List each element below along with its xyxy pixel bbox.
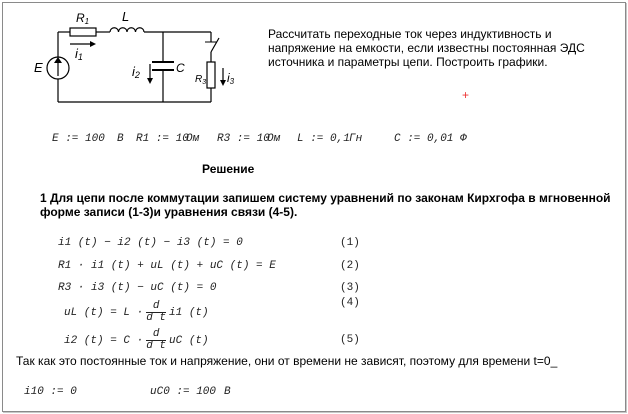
equation-number-4: (4) bbox=[340, 297, 360, 309]
label-i3: i3 bbox=[227, 71, 235, 86]
initial-i10[interactable]: i10 := 0 bbox=[24, 386, 77, 398]
resistor-r3-symbol bbox=[207, 62, 215, 88]
equation-5[interactable] bbox=[64, 329, 209, 352]
circuit-diagram bbox=[28, 6, 260, 110]
label-l: L bbox=[122, 9, 130, 24]
param-l[interactable]: L := 0,1 bbox=[297, 133, 350, 145]
cursor-crosshair-icon: + bbox=[462, 88, 470, 102]
equation-5-right: uC (t) bbox=[169, 334, 209, 347]
derivative-denominator: d t bbox=[146, 340, 167, 352]
equation-number-2: (2) bbox=[340, 260, 360, 272]
equation-3[interactable]: R3 · i3 (t) − uC (t) = 0 bbox=[58, 282, 217, 294]
label-c: C bbox=[176, 61, 185, 75]
label-r1: R1 bbox=[76, 11, 90, 26]
param-e[interactable]: E := 100 bbox=[52, 133, 105, 145]
note-paragraph: Так как это постоянные ток и напряжение, они от времени не зависят, поэтому для времени t=0_ bbox=[16, 354, 558, 368]
equation-4-right: i1 (t) bbox=[169, 306, 209, 319]
param-l-unit: Гн bbox=[349, 133, 363, 145]
param-e-unit: B bbox=[117, 133, 124, 145]
param-r1[interactable]: R1 := 10 bbox=[136, 133, 189, 145]
equation-number-3: (3) bbox=[340, 282, 360, 294]
derivative-numerator: d bbox=[152, 328, 160, 340]
label-e: E bbox=[34, 60, 43, 75]
initial-uc0-unit: B bbox=[224, 386, 231, 398]
task-description: Рассчитать переходные ток через индуктивность и напряжение на емкости, если известны постоянная ЭДС источника и параметры цепи. Построить графики. bbox=[268, 27, 585, 69]
label-r3: $R_3$ bbox=[195, 74, 207, 86]
param-r1-unit: Ом bbox=[186, 133, 200, 145]
inductor-symbol bbox=[110, 28, 144, 32]
equation-number-5: (5) bbox=[340, 334, 360, 346]
param-r3[interactable]: R3 := 10 bbox=[217, 133, 270, 145]
equation-1[interactable]: i1 (t) − i2 (t) − i3 (t) = 0 bbox=[58, 237, 243, 249]
derivative-operator bbox=[146, 301, 166, 324]
resistor-r1-symbol bbox=[70, 28, 96, 36]
param-c-unit: Ф bbox=[460, 133, 467, 145]
equation-number-1: (1) bbox=[340, 237, 360, 249]
intro-paragraph: 1 Для цепи после коммутации запишем систему уравнений по законам Кирхгофа в мгновенной форме записи (1-3)и уравнения связи (4-5). bbox=[40, 191, 611, 219]
derivative-numerator: d bbox=[152, 300, 160, 312]
derivative-denominator: d t bbox=[146, 312, 167, 324]
equation-4-left: uL (t) = L · bbox=[64, 306, 144, 319]
equation-2[interactable]: R1 · i1 (t) + uL (t) + uC (t) = E bbox=[58, 260, 276, 272]
switch-icon bbox=[211, 38, 219, 52]
solution-heading: Решение bbox=[202, 162, 255, 176]
equation-4[interactable] bbox=[64, 301, 209, 324]
param-r3-unit: Ом bbox=[267, 133, 281, 145]
label-i2: i2 bbox=[132, 64, 140, 80]
derivative-operator bbox=[146, 329, 166, 352]
param-c[interactable]: C := 0,01 bbox=[394, 133, 454, 145]
equation-5-left: i2 (t) = C · bbox=[64, 334, 144, 347]
label-i1: i1 bbox=[75, 46, 83, 62]
initial-uc0[interactable]: uC0 := 100 bbox=[150, 386, 217, 398]
